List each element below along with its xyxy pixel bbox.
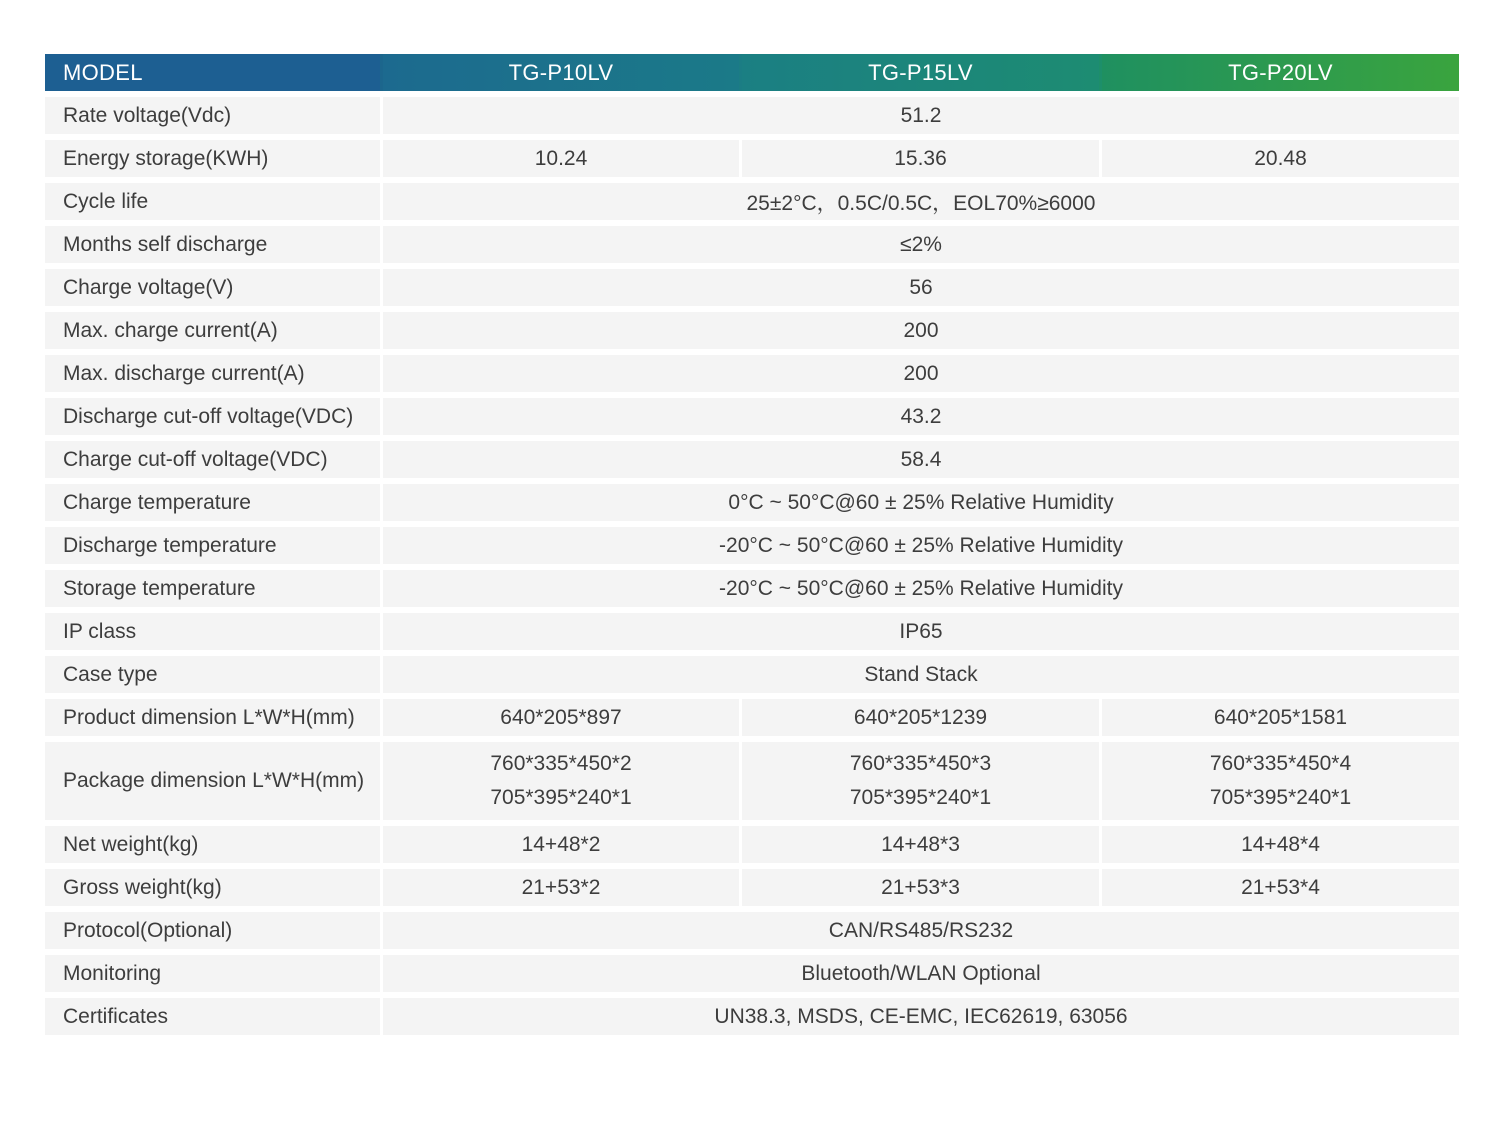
row-label-storage-temperature: Storage temperature [45,570,380,607]
row-value-gross-weight-p15lv: 21+53*3 [742,869,1099,906]
row-value-package-dimension-p15lv [742,742,1099,820]
row-label-energy-storage: Energy storage(KWH) [45,140,380,177]
package-line-2: 705*395*240*1 [849,786,992,809]
row-value-energy-storage-p20lv: 20.48 [1102,140,1459,177]
row-value-monitoring: Bluetooth/WLAN Optional [383,955,1459,992]
header-model-p15lv: TG-P15LV [742,54,1099,91]
row-label-net-weight: Net weight(kg) [45,826,380,863]
package-line-2: 705*395*240*1 [1209,786,1352,809]
row-label-certificates: Certificates [45,998,380,1035]
row-value-cycle-life: 25±2°C，0.5C/0.5C，EOL70%≥6000 [383,183,1459,220]
row-value-net-weight-p15lv: 14+48*3 [742,826,1099,863]
row-value-charge-cutoff-voltage: 58.4 [383,441,1459,478]
row-label-product-dimension: Product dimension L*W*H(mm) [45,699,380,736]
row-value-max-discharge-current: 200 [383,355,1459,392]
row-label-rate-voltage: Rate voltage(Vdc) [45,97,380,134]
row-label-protocol: Protocol(Optional) [45,912,380,949]
package-line-1: 760*335*450*3 [849,752,992,775]
row-label-discharge-cutoff-voltage: Discharge cut-off voltage(VDC) [45,398,380,435]
row-label-cycle-life: Cycle life [45,183,380,220]
row-label-max-charge-current: Max. charge current(A) [45,312,380,349]
row-value-charge-voltage: 56 [383,269,1459,306]
spec-table [45,54,1456,1035]
row-value-energy-storage-p15lv: 15.36 [742,140,1099,177]
row-value-product-dimension-p20lv: 640*205*1581 [1102,699,1459,736]
row-value-self-discharge: ≤2% [383,226,1459,263]
header-model-p10lv: TG-P10LV [383,54,739,91]
package-line-2: 705*395*240*1 [490,786,632,809]
row-value-gross-weight-p10lv: 21+53*2 [383,869,739,906]
row-value-energy-storage-p10lv: 10.24 [383,140,739,177]
row-value-certificates: UN38.3, MSDS, CE-EMC, IEC62619, 63056 [383,998,1459,1035]
row-label-ip-class: IP class [45,613,380,650]
row-label-case-type: Case type [45,656,380,693]
row-label-max-discharge-current: Max. discharge current(A) [45,355,380,392]
row-label-charge-cutoff-voltage: Charge cut-off voltage(VDC) [45,441,380,478]
row-value-protocol: CAN/RS485/RS232 [383,912,1459,949]
row-value-gross-weight-p20lv: 21+53*4 [1102,869,1459,906]
row-value-product-dimension-p10lv: 640*205*897 [383,699,739,736]
row-value-discharge-temperature: -20°C ~ 50°C@60 ± 25% Relative Humidity [383,527,1459,564]
row-value-rate-voltage: 51.2 [383,97,1459,134]
header-model-p20lv: TG-P20LV [1102,54,1459,91]
row-value-charge-temperature: 0°C ~ 50°C@60 ± 25% Relative Humidity [383,484,1459,521]
row-value-ip-class: IP65 [383,613,1459,650]
row-label-discharge-temperature: Discharge temperature [45,527,380,564]
package-line-1: 760*335*450*4 [1209,752,1352,775]
row-value-package-dimension-p20lv [1102,742,1459,820]
row-value-net-weight-p10lv: 14+48*2 [383,826,739,863]
header-model-label: MODEL [45,54,380,91]
package-line-1: 760*335*450*2 [490,752,632,775]
row-label-monitoring: Monitoring [45,955,380,992]
row-value-discharge-cutoff-voltage: 43.2 [383,398,1459,435]
row-label-self-discharge: Months self discharge [45,226,380,263]
row-label-package-dimension: Package dimension L*W*H(mm) [45,742,380,820]
row-label-charge-voltage: Charge voltage(V) [45,269,380,306]
row-label-gross-weight: Gross weight(kg) [45,869,380,906]
row-value-net-weight-p20lv: 14+48*4 [1102,826,1459,863]
row-value-storage-temperature: -20°C ~ 50°C@60 ± 25% Relative Humidity [383,570,1459,607]
row-label-charge-temperature: Charge temperature [45,484,380,521]
row-value-max-charge-current: 200 [383,312,1459,349]
row-value-product-dimension-p15lv: 640*205*1239 [742,699,1099,736]
row-value-package-dimension-p10lv [383,742,739,820]
row-value-case-type: Stand Stack [383,656,1459,693]
